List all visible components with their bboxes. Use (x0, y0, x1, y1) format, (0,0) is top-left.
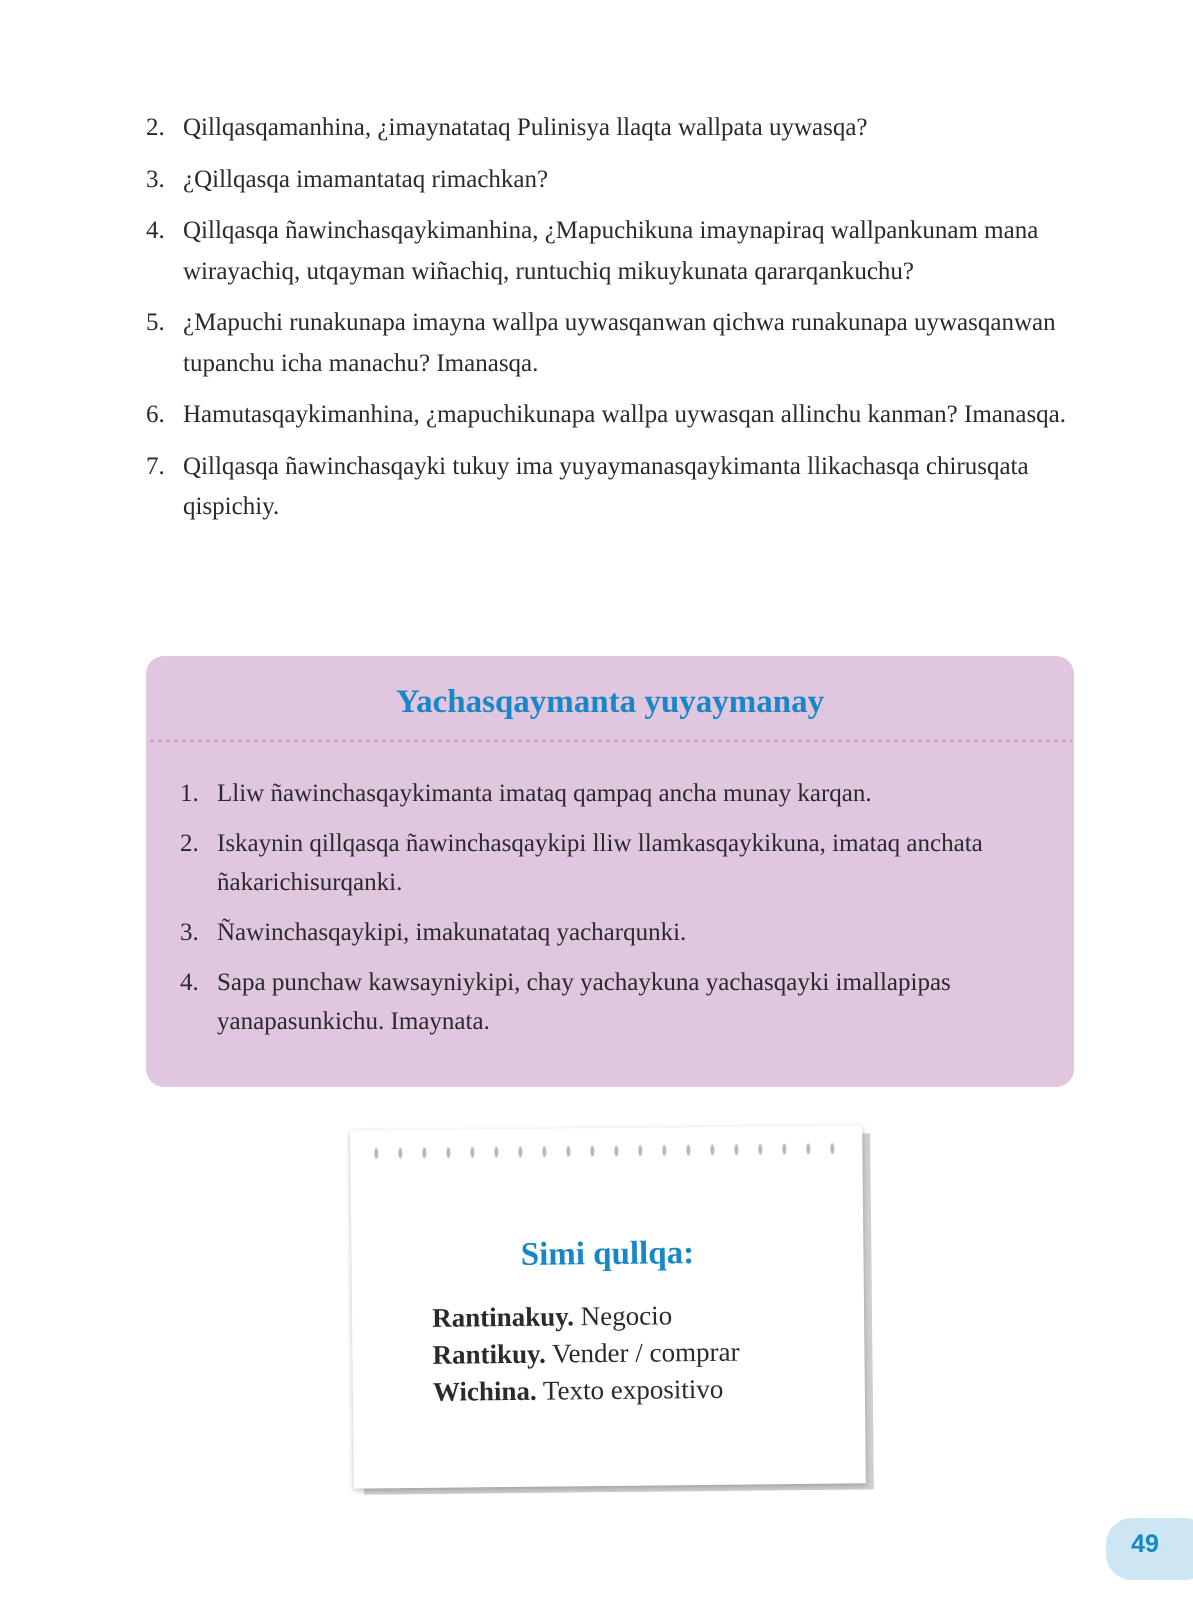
question-number: 4. (146, 217, 165, 244)
glossary-term: Rantinakuy. (431, 1301, 575, 1333)
question-number: 6. (146, 401, 165, 428)
question-text: ¿Qillqasqa imamantataq rimachkan? (183, 165, 549, 193)
glossary-definition: Negocio (580, 1300, 673, 1332)
question-number: 2. (146, 114, 165, 141)
reflection-item (180, 774, 1040, 813)
glossary-entry (432, 1297, 739, 1337)
reflection-item (180, 963, 1040, 1041)
question-item (146, 108, 1076, 149)
question-text: ¿Mapuchi runakunapa imayna wallpa uywasqanwan qichwa runakunapa uywasqanwan tupanchu icha manachu? Imanasqa. (183, 309, 1056, 377)
glossary-definition: Vender / comprar (551, 1336, 740, 1369)
vocabulary-title: Simi qullqa: (520, 1235, 695, 1273)
question-text: Hamutasqaykimanhina, ¿mapuchikunapa wallpa uywasqan allinchu kanman? Imanasqa. (183, 401, 1067, 428)
question-text: Qillqasqa ñawinchasqayki tukuy ima yuyaymanasqaykimanta llikachasqa chirusqata qispichiy. (183, 452, 1029, 520)
question-text: Qillqasqamanhina, ¿imaynatataq Pulinisya llaqta wallpata uywasqa? (183, 114, 868, 141)
reflection-number: 2. (180, 830, 199, 857)
vocabulary-note-card (350, 1125, 866, 1488)
reflection-text: Ñawinchasqaykipi, imakunatataq yacharqunki. (217, 919, 687, 946)
question-item (146, 447, 1076, 528)
question-item (146, 211, 1076, 292)
reflection-number: 3. (180, 919, 199, 946)
question-number: 5. (146, 309, 165, 336)
notebook-holes (364, 1141, 848, 1160)
reflection-text: Sapa punchaw kawsayniykipi, chay yachaykuna yachasqayki imallapipas yanapasunkichu. Imaynata. (217, 969, 951, 1035)
glossary-definition: Texto expositivo (542, 1373, 724, 1406)
page-number: 49 (1131, 1530, 1159, 1558)
reflection-list (180, 774, 1040, 1052)
glossary-list (432, 1297, 740, 1411)
question-item (146, 303, 1076, 384)
reflection-number: 4. (180, 969, 199, 996)
glossary-term: Wichina. (432, 1375, 537, 1407)
question-list (146, 108, 1076, 539)
glossary-entry (433, 1371, 740, 1411)
reflection-text: Iskaynin qillqasqa ñawinchasqaykipi lliw llamkasqaykikuna, imataq anchata ñakarichisurqanki. (217, 830, 983, 896)
dotted-divider (148, 739, 1072, 743)
reflection-box (146, 656, 1074, 1087)
reflection-text: Lliw ñawinchasqaykimanta imataq qampaq ancha munay karqan. (217, 780, 872, 807)
glossary-entry (432, 1334, 739, 1374)
reflection-item (180, 824, 1040, 902)
reflection-number: 1. (180, 780, 199, 807)
glossary-term: Rantikuy. (432, 1338, 546, 1370)
question-number: 7. (146, 452, 165, 480)
question-text: Qillqasqa ñawinchasqaykimanhina, ¿Mapuchikuna imaynapiraq wallpankunam mana wirayachiq, utqayman wiñachiq, runtuchiq mikuykunata qararqankuchu? (183, 217, 1039, 285)
question-number: 3. (146, 165, 165, 193)
question-item (146, 395, 1076, 436)
question-item (146, 160, 1076, 201)
reflection-item (180, 913, 1040, 952)
reflection-title: Yachasqaymanta yuyaymanay (395, 684, 825, 720)
